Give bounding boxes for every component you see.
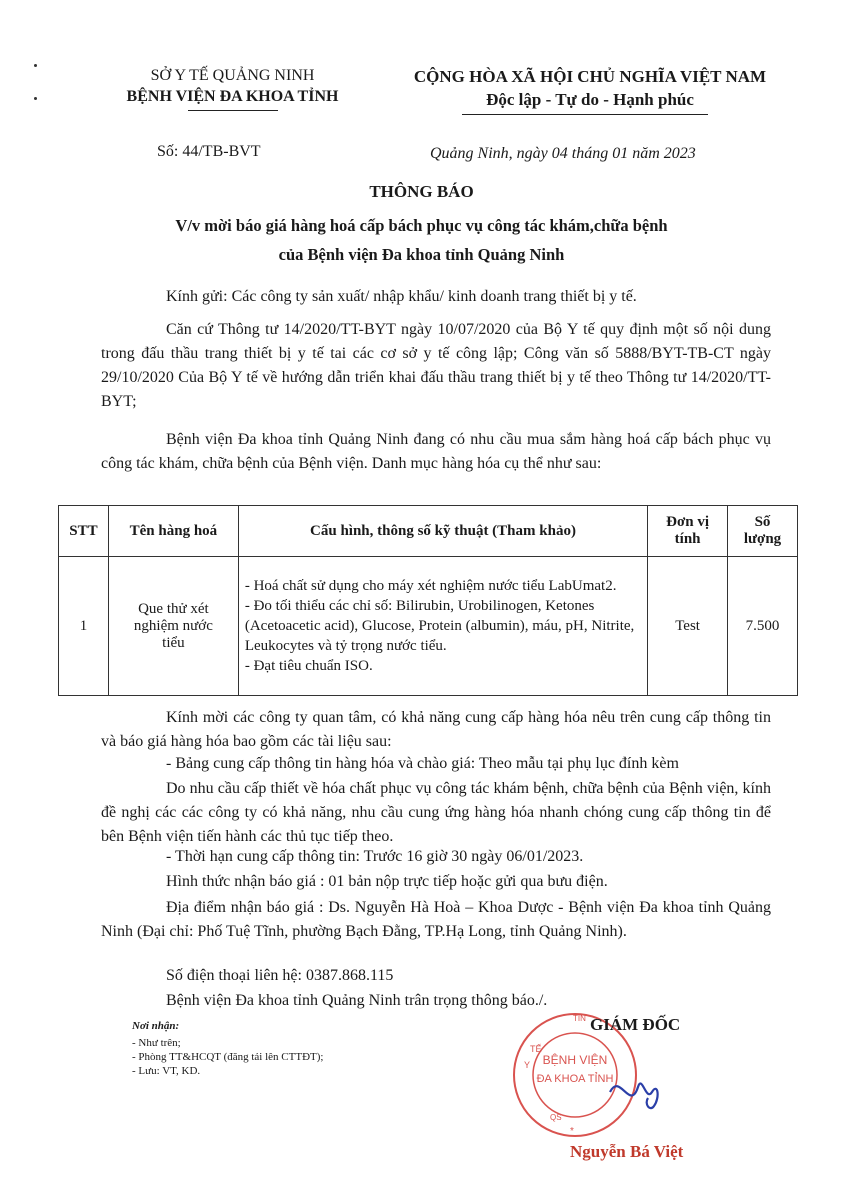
svg-text:*: * [570,1126,574,1137]
row-unit: Test [648,557,728,696]
invite-text: Kính mời các công ty quan tâm, có khả năng cung cấp hàng hóa nêu trên cung cấp thông tin và báo giá hàng hóa bao gồm các tài liệu sau: [101,709,771,750]
recipients-title: Nơi nhận: [132,1020,180,1032]
urgent-text: Do nhu cầu cấp thiết về hóa chất phục vụ công tác khám bệnh, chữa bệnh của Bệnh viện, kính đề nghị các các công ty có khả năng, nhu cầu cung ứng hàng hóa nhanh chóng cung cấp thông tin để bên Bệnh viện tiến hành các thủ tục tiếp theo. [101,780,771,845]
col-stt: STT [59,506,109,557]
deadline-text: - Thời hạn cung cấp thông tin: Trước 16 giờ 30 ngày 06/01/2023. [166,848,584,865]
procurement-need: Bệnh viện Đa khoa tỉnh Quảng Ninh đang có nhu cầu mua sắm hàng hoá cấp bách phục vụ công tác khám, chữa bệnh của Bệnh viện. Danh mục hàng hóa cụ thể như sau: [101,431,771,472]
recipient-item: - Lưu: VT, KD. [132,1065,201,1077]
handwritten-signature-icon [600,1062,670,1122]
signer-title: GIÁM ĐỐC [590,1015,681,1034]
recipient-item: - Như trên; [132,1037,181,1049]
doc-title: THÔNG BÁO [369,182,474,201]
col-name: Tên hàng hoá [108,506,238,557]
greeting: Kính gửi: Các công ty sản xuất/ nhập khẩu/ kinh doanh trang thiết bị y tế. [166,288,637,305]
phone-text: Số điện thoại liên hệ: 0387.868.115 [166,967,394,984]
table-header-row [59,506,798,557]
row-spec [238,557,647,696]
method-text: Hình thức nhận báo giá : 01 bản nộp trực tiếp hoặc gửi qua bưu điện. [166,873,608,890]
signer-name: Nguyễn Bá Việt [570,1142,684,1161]
legal-basis: Căn cứ Thông tư 14/2020/TT-BYT ngày 10/07/2020 của Bộ Y tế quy định một số nội dung trong đấu thầu trang thiết bị y tế tai các cơ sở y tế công lập; Công văn số 5888/BYT-TB-CT ngày 29/10/2020 Của Bộ Y tế về hướng dẫn triển khai đấu thầu trang thiết bị y tế theo Thông tư 14/2020/TT-BYT; [101,321,771,410]
scan-speck [34,64,37,67]
org-line-2: BỆNH VIỆN ĐA KHOA TỈNH [126,88,339,105]
svg-text:TẾ: TẾ [530,1044,542,1054]
stamp-text-2: ĐA KHOA TỈNH [536,1073,614,1085]
row-name: Que thử xét nghiệm nước tiểu [108,557,238,696]
col-spec: Cấu hình, thông số kỹ thuật (Tham khảo) [238,506,647,557]
items-table [58,505,798,696]
nation-line-1: CỘNG HÒA XÃ HỘI CHỦ NGHĨA VIỆT NAM [413,67,767,86]
nation-line-2: Độc lập - Tự do - Hạnh phúc [486,90,694,109]
spec-line: - Đạt tiêu chuẩn ISO. [244,658,373,674]
stamp-text-1: BỆNH VIỆN [542,1053,608,1067]
col-unit-l1: Đơn vị [666,514,710,530]
svg-text:Y: Y [524,1060,531,1070]
col-qty-l1: Số [754,514,771,530]
closing-text: Bệnh viện Đa khoa tỉnh Quảng Ninh trân trọng thông báo./. [166,992,548,1009]
row-stt: 1 [59,557,109,696]
spec-line: - Hoá chất sử dụng cho máy xét nghiệm nước tiểu LabUmat2. [244,578,617,594]
doc-number: Số: 44/TB-BVT [157,143,261,160]
col-qty-l2: lượng [743,531,782,547]
svg-text:TỈN: TỈN [573,1014,586,1023]
col-unit-l2: tính [674,531,701,547]
doc-subtitle-2: của Bệnh viện Đa khoa tỉnh Quảng Ninh [278,245,565,264]
col-unit [648,506,728,557]
doc-subtitle-1: V/v mời báo giá hàng hoá cấp bách phục vụ công tác khám,chữa bệnh [175,216,668,235]
table-row [59,557,798,696]
motto-underline [462,114,708,115]
row-qty: 7.500 [728,557,798,696]
org-line-1: SỞ Y TẾ QUẢNG NINH [150,67,315,84]
svg-text:QS: QS [550,1113,562,1122]
doc-date: Quảng Ninh, ngày 04 tháng 01 năm 2023 [430,145,696,162]
spec-line: - Đo tối thiểu các chỉ số: Bilirubin, Urobilinogen, Ketones (Acetoacetic acid), Glucose, Protein (albumin), máu, pH, Nitrite, Leukocytes và tỷ trọng nước tiểu. [244,598,635,654]
org-underline [188,110,278,111]
col-qty [728,506,798,557]
recipient-item: - Phòng TT&HCQT (đăng tải lên CTTĐT); [132,1051,324,1063]
form-text: - Bảng cung cấp thông tin hàng hóa và chào giá: Theo mẫu tại phụ lục đính kèm [166,755,679,772]
place-text: Địa điểm nhận báo giá : Ds. Nguyễn Hà Hoà – Khoa Dược - Bệnh viện Đa khoa tỉnh Quảng Ninh (Đại chỉ: Phố Tuệ Tĩnh, phường Bạch Đằng, TP.Hạ Long, tỉnh Quảng Ninh). [101,899,771,940]
scan-speck [34,97,37,100]
